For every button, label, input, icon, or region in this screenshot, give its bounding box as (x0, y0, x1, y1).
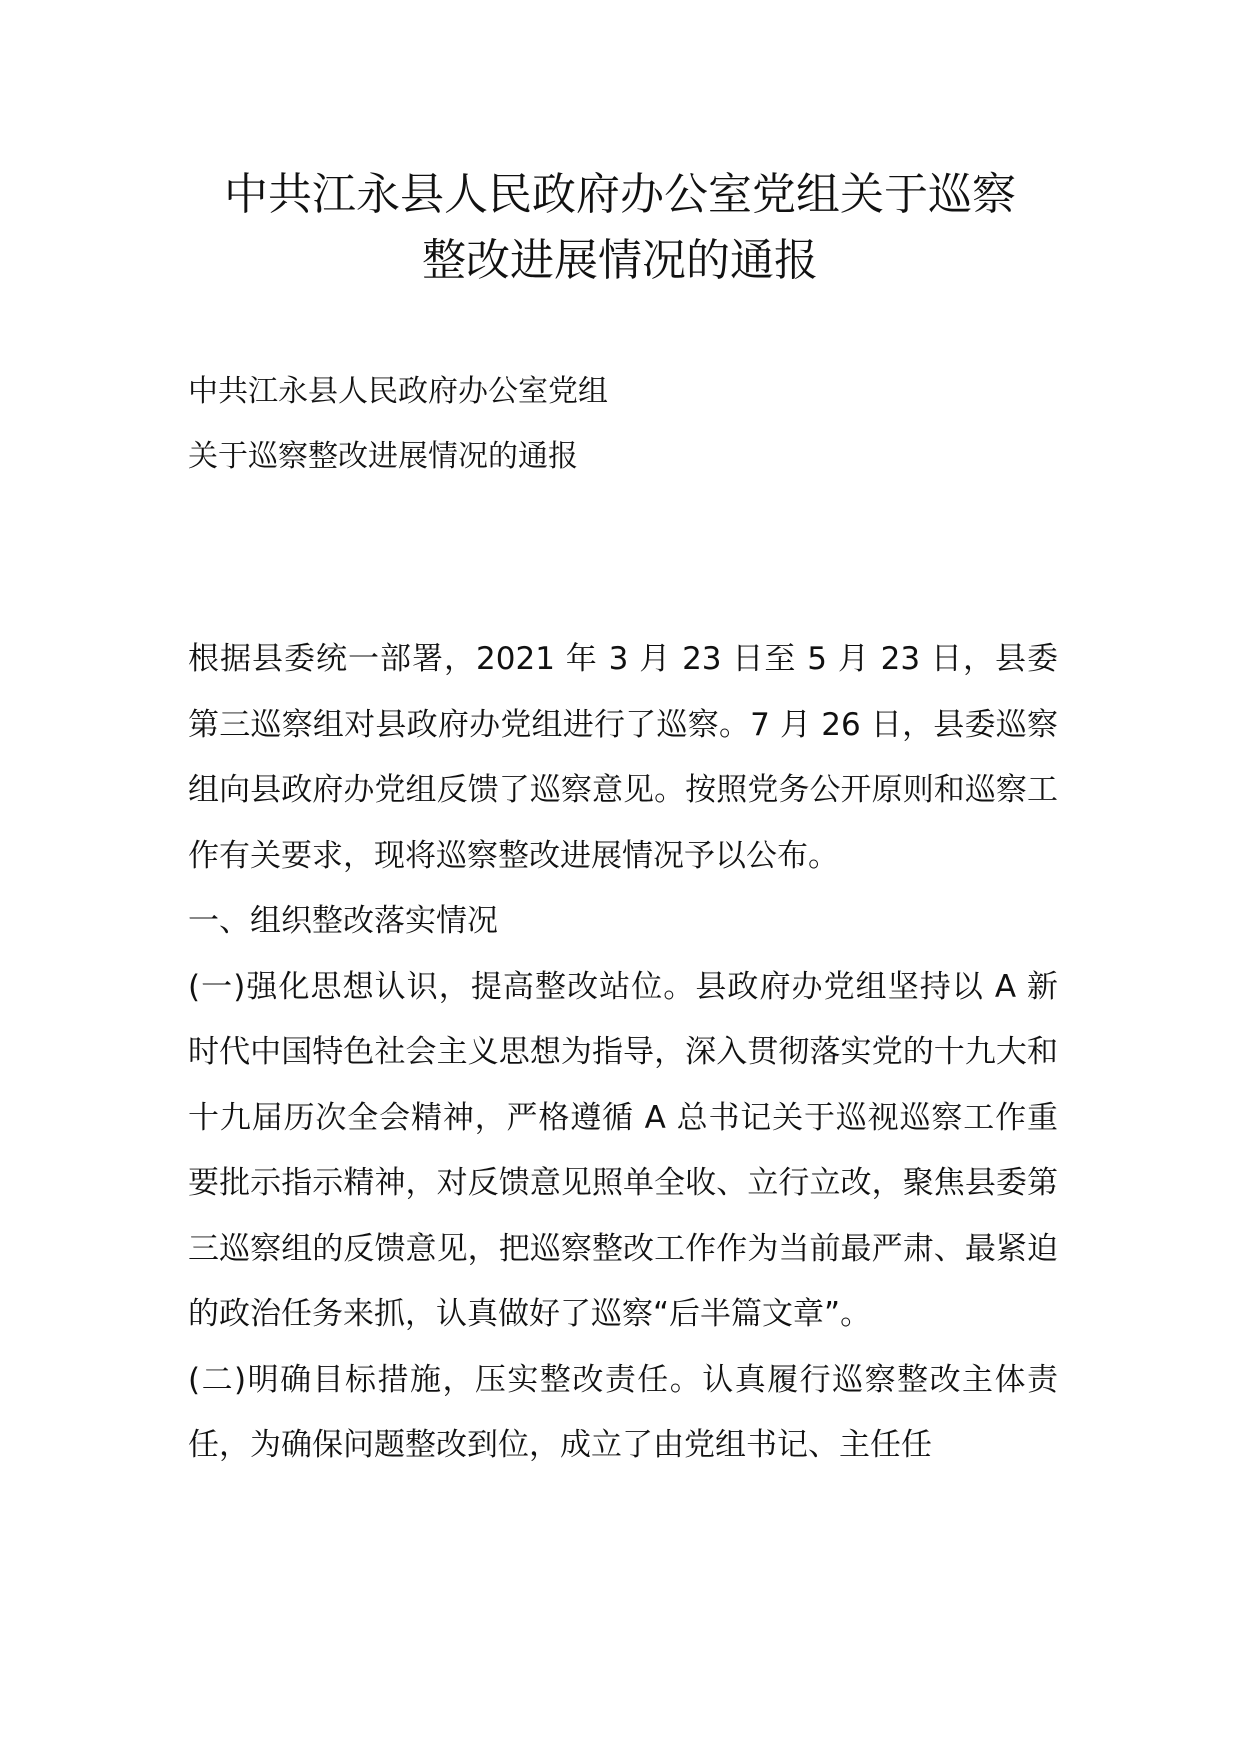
title-line-1: 中共江永县人民政府办公室党组关于巡察 (224, 169, 1016, 220)
section-heading: 一、组织整改落实情况 (188, 903, 498, 939)
paragraph-item-2: (二)明确目标措施，压实整改责任。认真履行巡察整改主体责任，为确保问题整改到位，成立了由党组书记、主任任 (188, 1361, 1058, 1463)
title-line-2: 整改进展情况的通报 (422, 235, 818, 286)
document-body (188, 627, 1058, 1479)
paragraph-item-1: (一)强化思想认识，提高整改站位。县政府办党组坚持以 A 新时代中国特色社会主义思想为指导，深入贯彻落实党的十九大和十九届历次全会精神，严格遵循 A 总书记关于巡视巡察工作重要批示指示精神，对反馈意见照单全收、立行立改，聚焦县委第三巡察组的反馈意见，把巡察整改工作作为当前最严肃、最紧迫的政治任务来抓，认真做好了巡察“后半篇文章”。 (188, 968, 1058, 1332)
subheading-line-2: 关于巡察整改进展情况的通报 (188, 439, 578, 474)
subheading-line-1: 中共江永县人民政府办公室党组 (188, 374, 608, 409)
paragraph-intro: 根据县委统一部署，2021 年 3 月 23 日至 5 月 23 日，县委第三巡察组对县政府办党组进行了巡察。7 月 26 日，县委巡察组向县政府办党组反馈了巡察意见。按照党务公开原则和巡察工作有关要求，现将巡察整改进展情况予以公布。 (188, 641, 1058, 874)
document-title (0, 162, 1240, 294)
